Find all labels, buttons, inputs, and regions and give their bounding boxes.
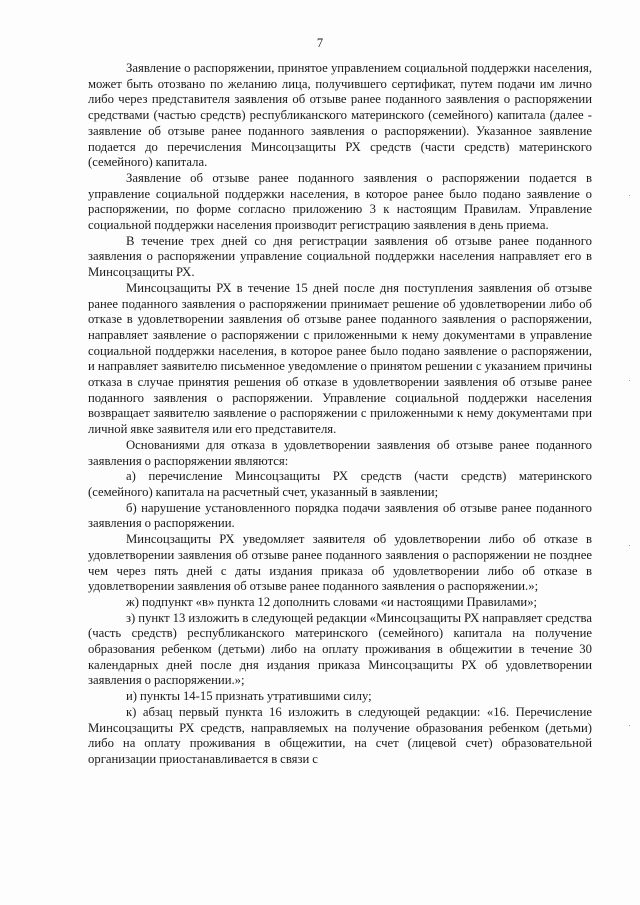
paragraph-item-k: к) абзац первый пункта 16 изложить в следующей редакции: «16. Перечисление Минсоцзащиты РХ средств, направляемых на получение образования ребенком (детьми) либо на оплату проживания в общежитии, на счет (лицевой счет) образовательной организации приостанавливается в связи с: [88, 704, 592, 766]
paragraph-item-zh: ж) подпункт «в» пункта 12 дополнить словами «и настоящими Правилами»;: [126, 594, 538, 609]
paragraph-revocation-statement: Заявление о распоряжении, принятое управлением социальной поддержки населения, может быть отозвано по желанию лица, получившего сертификат, путем подачи им лично либо через представителя заявления об отзыве ранее поданного заявления о распоряжении средствами (частью средств) республиканского материнского (семейного) капитала (далее - заявление об отзыве ранее поданного заявления о распоряжении). Указанное заявление подается до перечисления Минсоцзащиты РХ средств (части средств) материнского (семейного) капитала.: [88, 61, 592, 170]
paragraph-ground-a: а) перечисление Минсоцзащиты РХ средств (части средств) материнского (семейного) капитала на расчетный счет, указанный в заявлении;: [88, 469, 592, 499]
paragraph-ground-b: б) нарушение установленного порядка подачи заявления об отзыве ранее поданного заявления о распоряжении.: [88, 500, 592, 531]
page-number: 7: [316, 36, 324, 50]
paragraph-refusal-grounds: Основаниями для отказа в удовлетворении заявления об отзыве ранее поданного заявления о распоряжении являются:: [88, 437, 592, 468]
margin-mark: [629, 380, 630, 381]
paragraph-notification: Минсоцзащиты РХ уведомляет заявителя об удовлетворении либо об отказе в удовлетворении заявления об отзыве ранее поданного заявления о распоряжении не позднее чем через пять дней с даты издания приказа об удовлетворении либо об отказе в удовлетворении заявления об отзыве ранее поданного заявления о распоряжении.»;: [88, 532, 592, 594]
paragraph-item-z: з) пункт 13 изложить в следующей редакции «Минсоцзащиты РХ направляет средства (часть средств) республиканского материнского (семейного) капитала на получение образования ребенком (детьми) либо на оплату проживания в общежитии в течение 30 календарных дней после дня издания приказа Минсоцзащиты РХ об удовлетворении заявления о распоряжении.»;: [88, 610, 592, 688]
margin-mark: [629, 195, 630, 196]
paragraph-revocation-submission: Заявление об отзыве ранее поданного заявления о распоряжении подается в управление социальной поддержки населения, в которое ранее было подано заявление о распоряжении, по форме согласно приложению 3 к настоящим Правилам. Управление социальной поддержки населения производит регистрацию заявления в день приема.: [88, 170, 592, 233]
paragraph-three-days: В течение трех дней со дня регистрации заявления об отзыве ранее поданного заявления о распоряжении управление социальной поддержки населения направляет его в Минсоцзащиты РХ.: [88, 233, 592, 280]
document-body: [88, 61, 592, 768]
margin-mark: [629, 545, 630, 546]
paragraph-fifteen-days-decision: Минсоцзащиты РХ в течение 15 дней после дня поступления заявления об отзыве ранее поданного заявления о распоряжении принимает решение об удовлетворении либо об отказе в удовлетворении заявления об отзыве ранее поданного заявления о распоряжении, направляет заявление о распоряжении с приложенными к нему документами в управление социальной поддержки населения, в которое ранее было подано заявление о распоряжении, и направляет заявителю письменное уведомление о принятом решении с указанием причины отказа в случае принятия решения об отказе в удовлетворении заявления об отзыве ранее поданного заявления о распоряжении. Управление социальной поддержки населения возвращает заявителю заявление о распоряжении с приложенными к нему документами при личной явке заявителя или его представителя.: [88, 280, 592, 437]
margin-mark: [629, 725, 630, 726]
paragraph-item-i: и) пункты 14-15 признать утратившими силу;: [126, 689, 372, 704]
